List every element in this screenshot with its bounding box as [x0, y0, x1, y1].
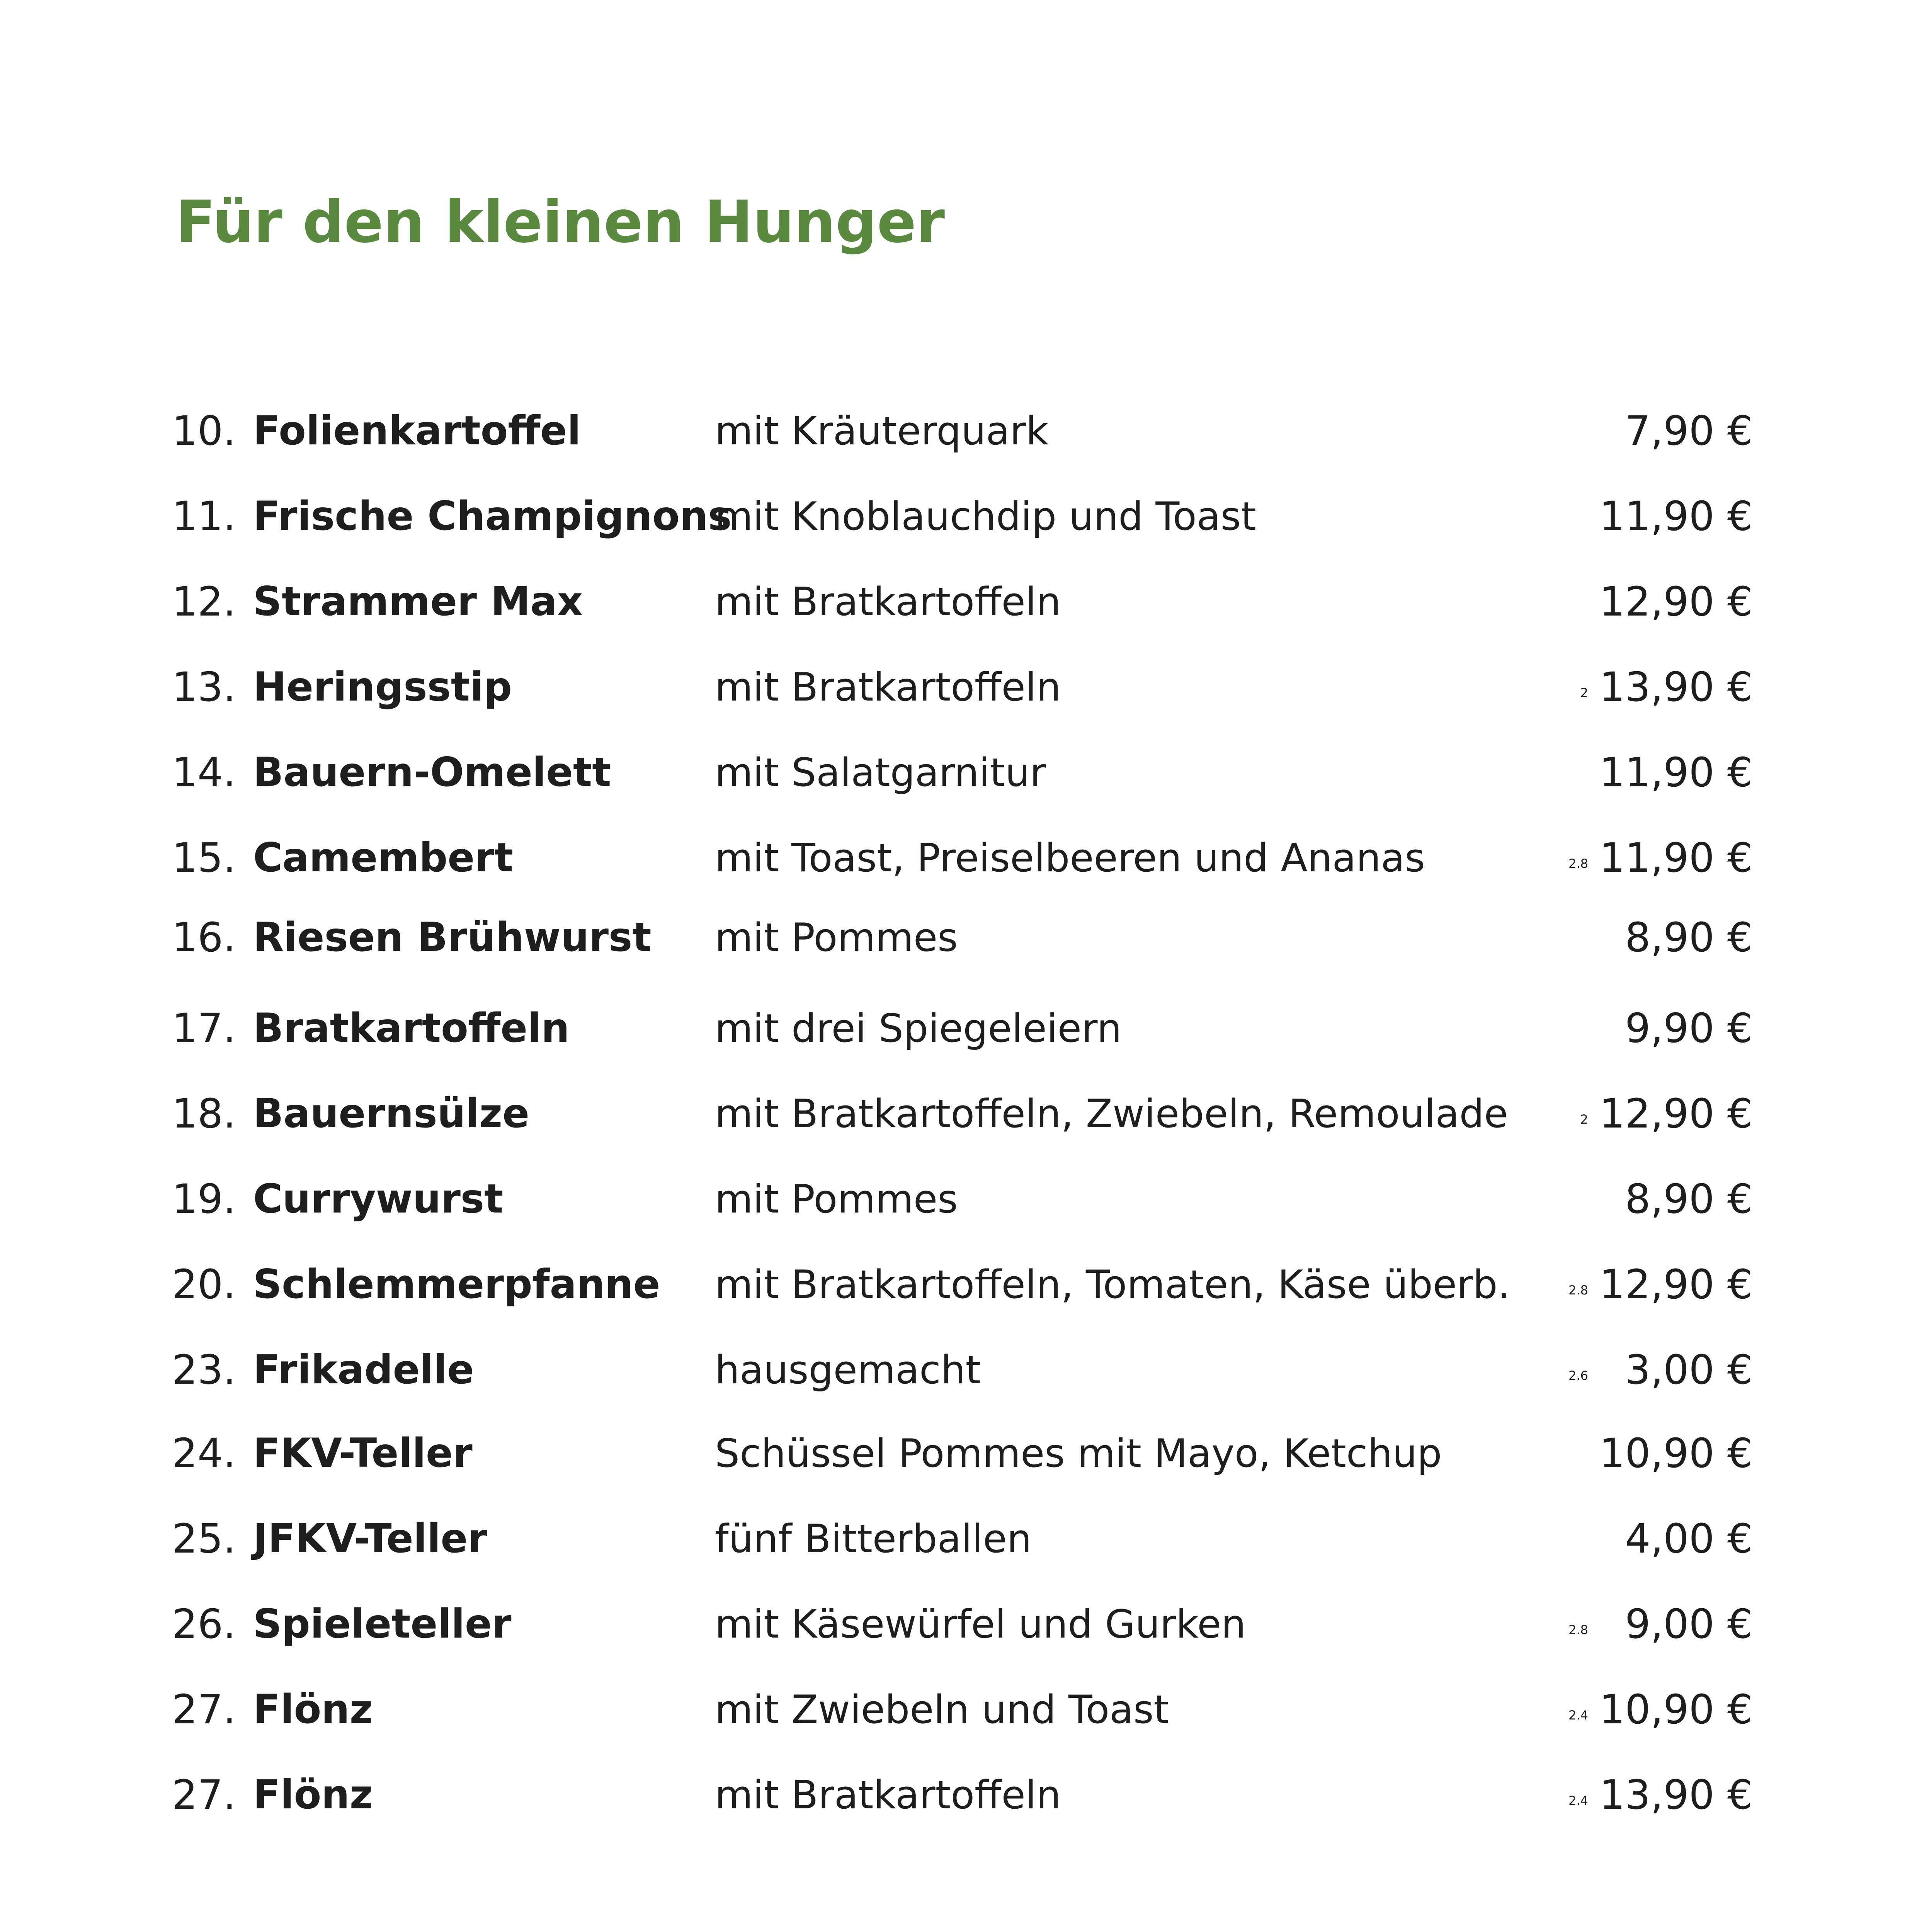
item-name: Flönz — [253, 1772, 373, 1818]
item-price: 8,90 € — [1625, 914, 1753, 961]
item-number: 13. — [172, 663, 236, 711]
item-price: 12,90 € — [1599, 1090, 1753, 1137]
menu-item — [0, 1422, 1917, 1484]
item-price: 7,90 € — [1625, 407, 1753, 454]
item-name: Folienkartoffel — [253, 408, 581, 454]
item-price: 9,90 € — [1625, 1005, 1753, 1052]
item-number: 27. — [172, 1686, 236, 1733]
item-number: 11. — [172, 493, 236, 540]
item-number: 17. — [172, 1005, 236, 1052]
item-allergens: 2.6 — [1568, 1368, 1588, 1383]
item-name: Spieleteller — [253, 1601, 512, 1647]
item-number: 26. — [172, 1600, 236, 1648]
item-allergens: 2.4 — [1568, 1793, 1588, 1808]
item-description: mit Knoblauchdip und Toast — [715, 493, 1256, 539]
item-number: 15. — [172, 834, 236, 881]
menu-item — [0, 1339, 1917, 1401]
item-name: Currywurst — [253, 1176, 503, 1222]
item-name: Camembert — [253, 835, 514, 881]
item-name: Bratkartoffeln — [253, 1005, 570, 1051]
item-price: 4,00 € — [1625, 1515, 1753, 1562]
menu-item — [0, 571, 1917, 633]
item-description: hausgemacht — [715, 1347, 981, 1393]
item-price: 8,90 € — [1625, 1175, 1753, 1223]
item-name: FKV-Teller — [253, 1430, 473, 1476]
item-name: Heringsstip — [253, 664, 512, 710]
item-name: Frikadelle — [253, 1347, 474, 1393]
item-price: 11,90 € — [1599, 749, 1753, 796]
item-description: mit Bratkartoffeln, Zwiebeln, Remoulade — [715, 1091, 1508, 1136]
item-allergens: 2.8 — [1568, 856, 1588, 871]
item-number: 12. — [172, 578, 236, 625]
item-allergens: 2.8 — [1568, 1283, 1588, 1298]
menu-item — [0, 997, 1917, 1059]
item-description: mit Bratkartoffeln — [715, 579, 1061, 624]
item-number: 16. — [172, 914, 236, 961]
item-price: 10,90 € — [1599, 1686, 1753, 1733]
menu-item — [0, 400, 1917, 462]
item-number: 10. — [172, 407, 236, 454]
item-description: mit Toast, Preiselbeeren und Ananas — [715, 835, 1425, 881]
item-description: mit Salatgarnitur — [715, 750, 1046, 795]
item-price: 13,90 € — [1599, 663, 1753, 711]
section-title-small-hunger: Für den kleinen Hunger — [176, 189, 945, 256]
item-description: mit Pommes — [715, 1176, 958, 1222]
item-price: 10,90 € — [1599, 1430, 1753, 1477]
menu-item — [0, 827, 1917, 889]
menu-item — [0, 1593, 1917, 1655]
menu-item — [0, 1253, 1917, 1315]
item-allergens: 2.4 — [1568, 1708, 1588, 1723]
menu-item — [0, 906, 1917, 968]
item-price: 12,90 € — [1599, 578, 1753, 625]
item-price: 3,00 € — [1625, 1346, 1753, 1393]
item-description: fünf Bitterballen — [715, 1516, 1032, 1561]
item-description: mit Pommes — [715, 915, 958, 960]
menu-item — [0, 485, 1917, 547]
menu-item — [0, 742, 1917, 803]
item-name: Schlemmerpfanne — [253, 1261, 660, 1308]
menu-item — [0, 1168, 1917, 1230]
item-allergens: 2 — [1580, 1112, 1588, 1127]
item-description: mit drei Spiegeleiern — [715, 1005, 1122, 1051]
item-price: 11,90 € — [1599, 834, 1753, 881]
menu-item — [0, 1764, 1917, 1826]
item-number: 27. — [172, 1771, 236, 1818]
item-name: Riesen Brühwurst — [253, 914, 651, 961]
item-number: 18. — [172, 1090, 236, 1137]
menu-item — [0, 1508, 1917, 1570]
item-number: 14. — [172, 749, 236, 796]
item-name: Frische Champignons — [253, 493, 732, 539]
item-description: mit Kräuterquark — [715, 408, 1049, 454]
menu-item — [0, 656, 1917, 718]
item-name: Bauern-Omelett — [253, 749, 611, 796]
item-allergens: 2 — [1580, 685, 1588, 700]
item-number: 25. — [172, 1515, 236, 1562]
item-description: mit Bratkartoffeln, Tomaten, Käse überb. — [715, 1262, 1510, 1307]
item-description: mit Bratkartoffeln — [715, 1772, 1061, 1818]
item-number: 24. — [172, 1430, 236, 1477]
item-name: Flönz — [253, 1686, 373, 1733]
item-name: Strammer Max — [253, 578, 583, 625]
item-price: 11,90 € — [1599, 493, 1753, 540]
menu-item — [0, 1679, 1917, 1740]
item-description: mit Käsewürfel und Gurken — [715, 1601, 1246, 1647]
item-name: Bauernsülze — [253, 1090, 530, 1137]
item-name: JFKV-Teller — [253, 1515, 488, 1562]
item-allergens: 2.8 — [1568, 1622, 1588, 1637]
item-price: 12,90 € — [1599, 1261, 1753, 1308]
item-number: 19. — [172, 1175, 236, 1223]
item-description: mit Zwiebeln und Toast — [715, 1687, 1169, 1732]
item-number: 23. — [172, 1346, 236, 1393]
item-number: 20. — [172, 1261, 236, 1308]
item-price: 9,00 € — [1625, 1600, 1753, 1648]
item-price: 13,90 € — [1599, 1771, 1753, 1818]
item-description: Schüssel Pommes mit Mayo, Ketchup — [715, 1430, 1442, 1476]
item-description: mit Bratkartoffeln — [715, 664, 1061, 710]
menu-item — [0, 1083, 1917, 1145]
